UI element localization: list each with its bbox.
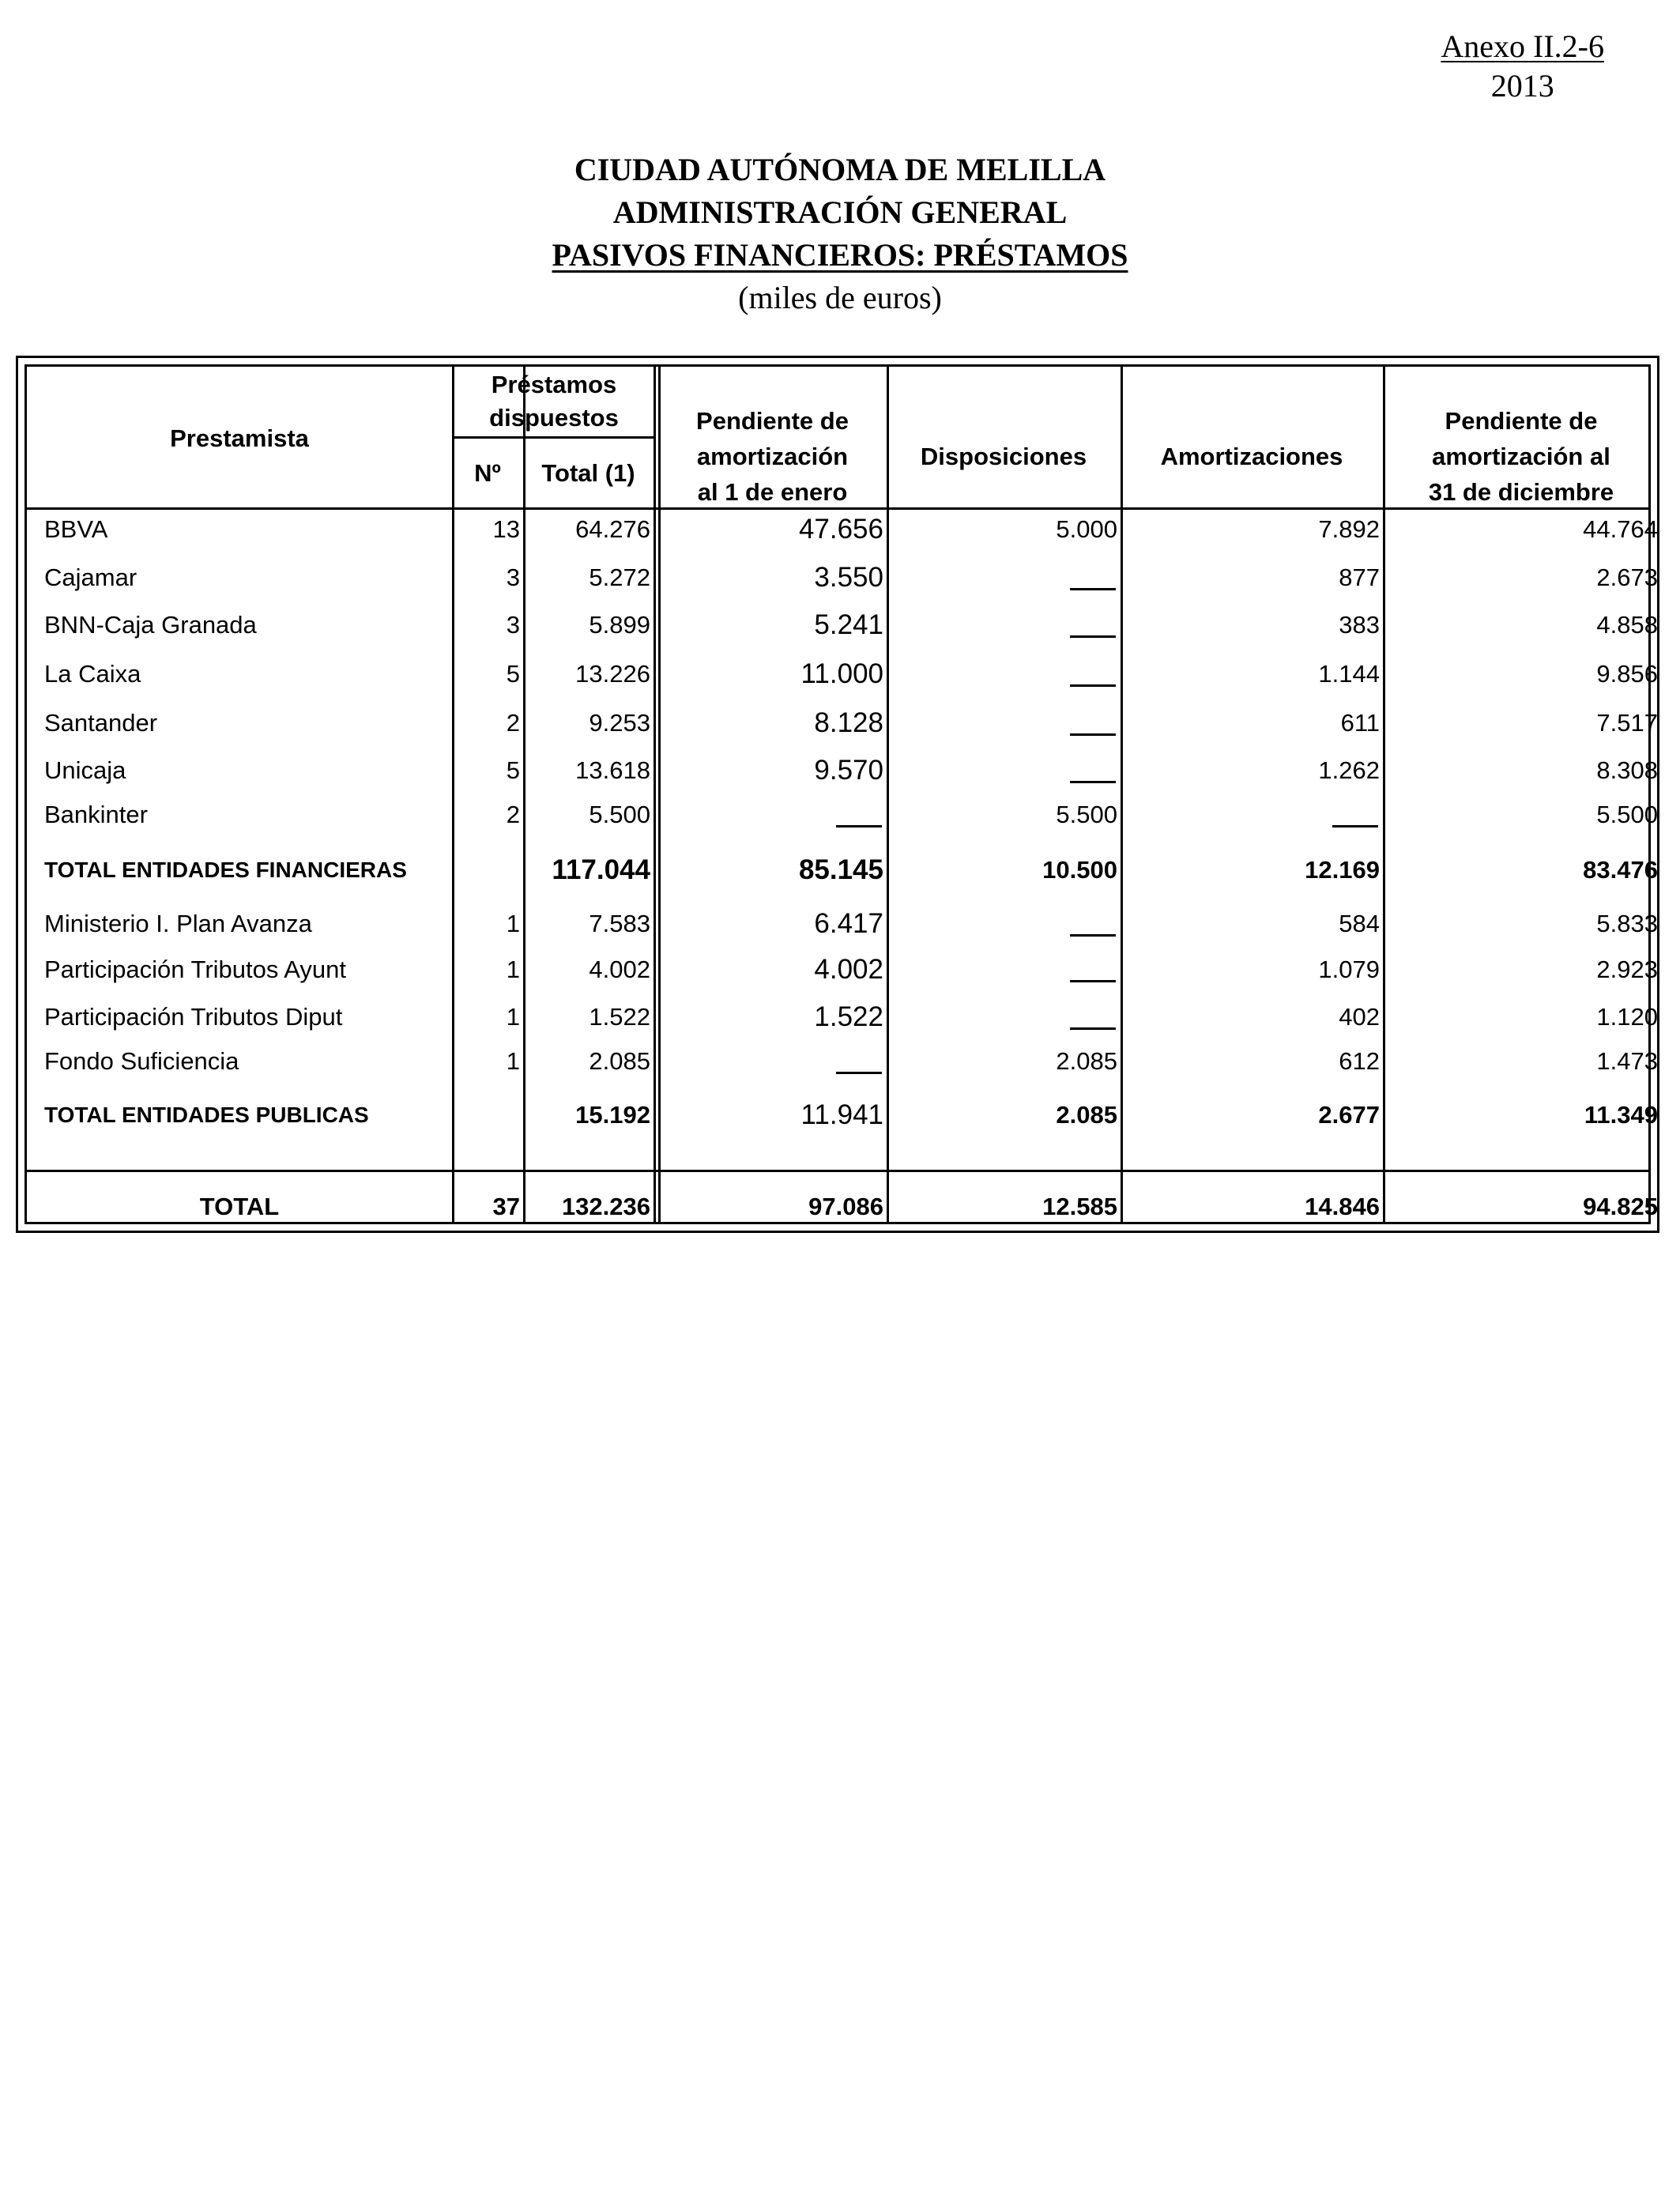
title-line-3: PASIVOS FINANCIEROS: PRÉSTAMOS xyxy=(552,237,1128,273)
header-num: Nº xyxy=(474,459,501,487)
row-lender-name: Bankinter xyxy=(44,801,148,828)
row-pend-ini-value: 3.550 xyxy=(814,562,883,593)
row-amort-value: 12.169 xyxy=(1305,856,1380,884)
row-n-value: 1 xyxy=(506,1047,520,1075)
row-disp-value: 2.085 xyxy=(1056,1047,1117,1075)
row-pend-ini-value: 5.241 xyxy=(814,609,883,640)
row-total-value: 1.522 xyxy=(589,1003,650,1031)
row-lender-name: Santander xyxy=(44,709,158,737)
row-total-value: 7.583 xyxy=(589,910,650,937)
row-lender-name: BBVA xyxy=(44,515,108,543)
col-divider xyxy=(452,367,454,1222)
row-amort-value: 1.144 xyxy=(1318,660,1380,688)
row-n-value: 1 xyxy=(506,956,520,983)
row-lender-name: Participación Tributos Ayunt xyxy=(44,956,346,983)
total-top-line xyxy=(27,1170,1648,1172)
grand-total-pend-fin: 94.825 xyxy=(1583,1193,1658,1220)
row-disp-value: 5.000 xyxy=(1056,515,1117,543)
empty-dash xyxy=(1070,588,1116,590)
title-line-1: CIUDAD AUTÓNOMA DE MELILLA xyxy=(574,152,1106,187)
row-n-value: 3 xyxy=(506,611,520,639)
header-pend-dic-line3: 31 de diciembre xyxy=(1428,478,1614,506)
header-total: Total (1) xyxy=(541,459,635,487)
empty-dash xyxy=(1070,733,1116,736)
row-pend-fin-value: 11.349 xyxy=(1584,1101,1658,1129)
row-lender-name: Ministerio I. Plan Avanza xyxy=(44,910,312,937)
row-pend-ini-value: 47.656 xyxy=(798,514,883,545)
row-pend-fin-value: 9.856 xyxy=(1596,660,1658,688)
loans-table xyxy=(24,364,1658,1224)
row-total-value: 5.500 xyxy=(589,801,650,828)
header-disposiciones: Disposiciones xyxy=(920,443,1087,470)
row-pend-fin-value: 5.500 xyxy=(1596,801,1658,828)
row-total-value: 13.618 xyxy=(575,756,650,784)
row-total-value: 64.276 xyxy=(575,515,650,543)
row-total-value: 4.002 xyxy=(589,956,650,983)
row-pend-ini-value: 8.128 xyxy=(814,707,883,738)
grand-total-total: 132.236 xyxy=(561,1193,650,1220)
row-n-value: 3 xyxy=(506,564,520,591)
row-lender-name: Cajamar xyxy=(44,564,137,591)
row-total-value: 9.253 xyxy=(589,709,650,737)
row-n-value: 13 xyxy=(492,515,520,543)
title-line-2: ADMINISTRACIÓN GENERAL xyxy=(612,194,1068,230)
col-divider xyxy=(887,367,889,1222)
row-pend-fin-value: 7.517 xyxy=(1596,709,1658,737)
header-pend-enero-line3: al 1 de enero xyxy=(697,478,848,506)
empty-dash xyxy=(1070,684,1116,687)
row-pend-fin-value: 2.673 xyxy=(1596,564,1658,591)
col-divider xyxy=(654,367,656,1222)
row-n-value: 2 xyxy=(506,709,520,737)
empty-dash xyxy=(836,825,882,827)
empty-dash xyxy=(1070,1027,1116,1030)
row-n-value: 5 xyxy=(506,756,520,784)
row-disp-value: 5.500 xyxy=(1056,801,1117,828)
grand-total-amort: 14.846 xyxy=(1305,1193,1380,1220)
row-disp-value: 2.085 xyxy=(1056,1101,1117,1129)
row-n-value: 2 xyxy=(506,801,520,828)
empty-dash xyxy=(1070,980,1116,982)
row-lender-name: BNN-Caja Granada xyxy=(44,611,257,639)
row-total-value: 15.192 xyxy=(575,1101,650,1129)
row-pend-fin-value: 8.308 xyxy=(1596,756,1658,784)
row-pend-ini-value: 11.941 xyxy=(800,1099,883,1130)
annex-code: Anexo II.2-6 xyxy=(1441,28,1604,64)
row-pend-fin-value: 2.923 xyxy=(1596,956,1658,983)
empty-dash xyxy=(1070,934,1116,937)
row-amort-value: 1.079 xyxy=(1318,956,1380,983)
row-amort-value: 584 xyxy=(1339,910,1380,937)
row-lender-name: Unicaja xyxy=(44,756,126,784)
row-pend-fin-value: 83.476 xyxy=(1583,856,1658,884)
header-amortizaciones: Amortizaciones xyxy=(1160,443,1343,470)
header-prestamista: Prestamista xyxy=(170,424,309,452)
empty-dash xyxy=(1070,635,1116,638)
row-amort-value: 1.262 xyxy=(1318,756,1380,784)
row-lender-name: TOTAL ENTIDADES PUBLICAS xyxy=(44,1103,369,1127)
row-pend-fin-value: 1.473 xyxy=(1596,1047,1658,1075)
grand-total-pend-ini: 97.086 xyxy=(808,1193,883,1220)
col-divider xyxy=(1121,367,1123,1222)
row-total-value: 5.272 xyxy=(589,564,650,591)
units-label: (miles de euros) xyxy=(738,280,942,315)
empty-dash xyxy=(1332,825,1378,827)
row-total-value: 13.226 xyxy=(575,660,650,688)
row-amort-value: 383 xyxy=(1339,611,1380,639)
header-prestamos-line1: Préstamos xyxy=(491,371,617,398)
row-lender-name: Fondo Suficiencia xyxy=(44,1047,239,1075)
empty-dash xyxy=(1070,781,1116,783)
row-pend-ini-value: 6.417 xyxy=(814,908,883,939)
col-divider xyxy=(523,367,525,1222)
row-total-value: 5.899 xyxy=(589,611,650,639)
row-amort-value: 877 xyxy=(1339,564,1380,591)
row-n-value: 1 xyxy=(506,910,520,937)
subheader-divider xyxy=(452,436,656,439)
row-pend-ini-value: 11.000 xyxy=(800,658,883,689)
row-amort-value: 7.892 xyxy=(1318,515,1380,543)
row-lender-name: TOTAL ENTIDADES FINANCIERAS xyxy=(44,858,407,882)
header-pend-enero-line1: Pendiente de xyxy=(696,407,849,435)
row-total-value: 2.085 xyxy=(589,1047,650,1075)
header-prestamos-line2: dispuestos xyxy=(489,404,619,432)
header-pend-dic-line2: amortización al xyxy=(1432,443,1610,470)
header-pend-enero-line2: amortización xyxy=(696,443,849,470)
row-amort-value: 402 xyxy=(1339,1003,1380,1031)
row-pend-ini-value: 9.570 xyxy=(814,755,883,786)
row-pend-fin-value: 5.833 xyxy=(1596,910,1658,937)
row-amort-value: 2.677 xyxy=(1318,1101,1380,1129)
grand-total-disp: 12.585 xyxy=(1042,1193,1117,1220)
row-n-value: 5 xyxy=(506,660,520,688)
row-lender-name: Participación Tributos Diput xyxy=(44,1003,343,1031)
annex-header xyxy=(1441,27,1604,106)
row-lender-name: La Caixa xyxy=(44,660,141,688)
annex-year: 2013 xyxy=(1490,68,1554,104)
row-pend-ini-value: 4.002 xyxy=(814,954,883,985)
row-pend-fin-value: 1.120 xyxy=(1596,1003,1658,1031)
row-pend-fin-value: 44.764 xyxy=(1583,515,1658,543)
row-pend-ini-value: 85.145 xyxy=(798,854,883,885)
grand-total-label: TOTAL xyxy=(199,1193,280,1220)
row-total-value: 117.044 xyxy=(552,854,650,885)
row-amort-value: 611 xyxy=(1340,709,1380,737)
row-pend-fin-value: 4.858 xyxy=(1596,611,1658,639)
empty-dash xyxy=(836,1072,882,1074)
row-n-value: 1 xyxy=(506,1003,520,1031)
grand-total-n: 37 xyxy=(492,1193,520,1220)
document-titles xyxy=(0,149,1680,319)
row-amort-value: 612 xyxy=(1339,1047,1380,1075)
row-pend-ini-value: 1.522 xyxy=(814,1001,883,1032)
header-pend-dic-line1: Pendiente de xyxy=(1445,407,1598,435)
table-outer-frame xyxy=(16,356,1659,1233)
row-disp-value: 10.500 xyxy=(1042,856,1117,884)
